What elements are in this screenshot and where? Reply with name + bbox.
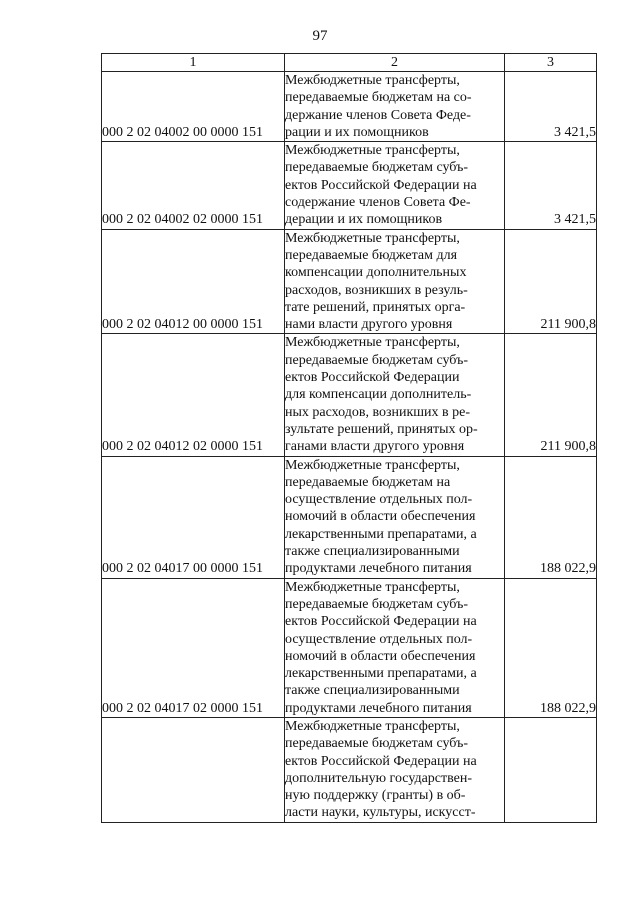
amount: 188 022,9 (505, 578, 597, 717)
description-line: продуктами лечебного питания (285, 561, 472, 577)
description-line: ектов Российской Федерации на (285, 753, 477, 769)
description-line: номочий в области обеспечения (285, 648, 476, 664)
amount: 3 421,5 (505, 72, 597, 142)
description-line: компенсации дополнительных (285, 265, 467, 281)
amount: 211 900,8 (505, 334, 597, 456)
description-line: ганами власти другого уровня (285, 439, 465, 455)
description-line: ласти науки, культуры, искусст- (285, 805, 476, 821)
budget-code: 000 2 02 04002 02 0000 151 (102, 142, 285, 229)
description-line: зультате решений, принятых ор- (285, 421, 478, 437)
header-row (102, 54, 597, 72)
budget-table (101, 53, 597, 823)
description-line: дополнительную государствен- (285, 770, 473, 786)
table-body (102, 72, 597, 823)
description-line: осуществление отдельных пол- (285, 631, 473, 647)
budget-code: 000 2 02 04002 00 0000 151 (102, 72, 285, 142)
budget-code: 000 2 02 04017 02 0000 151 (102, 578, 285, 717)
budget-code: 000 2 02 04012 00 0000 151 (102, 229, 285, 334)
item-description (285, 456, 505, 578)
description-line: также специализированными (285, 544, 460, 560)
budget-code: 000 2 02 04017 00 0000 151 (102, 456, 285, 578)
table-row (102, 456, 597, 578)
description-line: Межбюджетные трансферты, (285, 457, 460, 473)
description-line: осуществление отдельных пол- (285, 492, 473, 508)
description-line: передаваемые бюджетам субъ- (285, 596, 468, 612)
description-line: Межбюджетные трансферты, (285, 230, 460, 246)
description-line: Межбюджетные трансферты, (285, 73, 460, 88)
table-row (102, 72, 597, 142)
description-line: Межбюджетные трансферты, (285, 579, 460, 595)
budget-code (102, 717, 285, 822)
description-line: дерации и их помощников (285, 212, 443, 228)
description-line: ектов Российской Федерации на (285, 614, 477, 630)
item-description (285, 229, 505, 334)
description-line: тате решений, принятых орга- (285, 299, 466, 315)
amount: 188 022,9 (505, 456, 597, 578)
table-row (102, 229, 597, 334)
table-row (102, 578, 597, 717)
description-line: Межбюджетные трансферты, (285, 143, 460, 159)
description-line: ектов Российской Федерации на (285, 177, 477, 193)
page-number: 97 (312, 28, 328, 44)
budget-code: 000 2 02 04012 02 0000 151 (102, 334, 285, 456)
description-line: передаваемые бюджетам на (285, 474, 451, 490)
item-description (285, 717, 505, 822)
table-row (102, 717, 597, 822)
description-line: передаваемые бюджетам субъ- (285, 352, 468, 368)
description-line: расходов, возникших в резуль- (285, 282, 468, 298)
table-row (102, 142, 597, 229)
table-row (102, 334, 597, 456)
item-description (285, 142, 505, 229)
amount: 3 421,5 (505, 142, 597, 229)
description-line: ных расходов, возникших в ре- (285, 404, 471, 420)
description-line: продуктами лечебного питания (285, 700, 472, 716)
column-header-3: 3 (505, 54, 597, 72)
description-line: ектов Российской Федерации (285, 370, 460, 386)
description-line: Межбюджетные трансферты, (285, 335, 460, 351)
description-line: передаваемые бюджетам для (285, 247, 458, 263)
item-description (285, 334, 505, 456)
description-line: передаваемые бюджетам на со- (285, 90, 472, 106)
item-description (285, 72, 505, 142)
description-line: для компенсации дополнитель- (285, 387, 472, 403)
column-header-2: 2 (285, 54, 505, 72)
amount: 211 900,8 (505, 229, 597, 334)
item-description (285, 578, 505, 717)
description-line: лекарственными препаратами, а (285, 526, 477, 542)
description-line: передаваемые бюджетам субъ- (285, 160, 468, 176)
description-line: ную поддержку (гранты) в об- (285, 788, 466, 804)
description-line: номочий в области обеспечения (285, 509, 476, 525)
description-line: лекарственными препаратами, а (285, 666, 477, 682)
description-line: содержание членов Совета Фе- (285, 195, 471, 211)
description-line: держание членов Совета Феде- (285, 107, 471, 123)
description-line: также специализированными (285, 683, 460, 699)
description-line: Межбюджетные трансферты, (285, 718, 460, 734)
description-line: рации и их помощников (285, 124, 429, 140)
description-line: нами власти другого уровня (285, 317, 453, 333)
table-header (102, 54, 597, 72)
column-header-1: 1 (102, 54, 285, 72)
description-line: передаваемые бюджетам субъ- (285, 736, 468, 752)
amount (505, 717, 597, 822)
